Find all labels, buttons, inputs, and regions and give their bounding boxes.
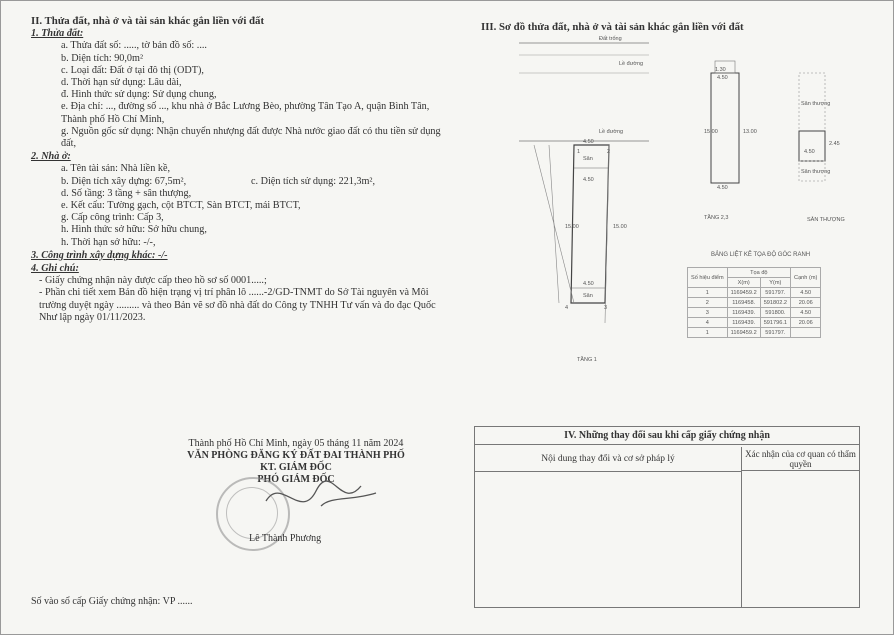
point-label: 3 (604, 305, 608, 311)
table-cell: 1169439. (727, 308, 760, 318)
land-line: g. Nguồn gốc sử dụng: Nhận chuyển nhượng đất được Nhà nước giao đất có thu tiền sử dụng đất, (61, 125, 441, 150)
table-cell: 4 (688, 318, 728, 328)
curb-label: Lề đường (619, 61, 644, 67)
table-cell: 1169459.2 (727, 288, 760, 298)
table-cell: 591800. (760, 308, 790, 318)
yard-label: Sân (583, 293, 593, 299)
table-cell: 20.06 (791, 298, 821, 308)
kt-director: KT. GIÁM ĐỐC (260, 462, 332, 473)
signer-name: Lê Thành Phương (249, 533, 322, 544)
lot-width: 4.50 (717, 185, 728, 191)
neighbor-line (549, 145, 559, 303)
note-line: - Giấy chứng nhận này được cấp theo hồ sơ số 0001.....; (39, 275, 267, 287)
point-label: 2 (607, 149, 611, 155)
table-header: X(m) (727, 278, 760, 288)
table-cell: 20.06 (791, 318, 821, 328)
house-line: e. Kết cấu: Tường gạch, cột BTCT, Sàn BTCT, mái BTCT, (61, 200, 301, 212)
floor23-outline (711, 73, 739, 183)
house-line: g. Cấp công trình: Cấp 3, (61, 212, 164, 224)
changes-box (474, 426, 860, 608)
table-cell: 1169459.2 (727, 328, 760, 338)
roof-label: SÂN THƯỢNG (807, 217, 845, 223)
land-title: 1. Thửa đất: (31, 28, 84, 40)
house-build-area: b. Diện tích xây dựng: 67,5m², (61, 175, 187, 187)
land-info-section (31, 15, 443, 324)
neighbor-line (605, 145, 609, 323)
lot-width: 4.50 (583, 177, 594, 183)
table-cell: 1169439. (727, 318, 760, 328)
dim-label: 2.45 (829, 141, 840, 147)
coords-table (687, 267, 821, 338)
table-row (688, 328, 821, 338)
lot-width: 4.50 (583, 139, 594, 145)
table-row (688, 298, 821, 308)
table-cell: 3 (688, 308, 728, 318)
notes-title: 4. Ghi chú: (31, 263, 79, 275)
table-header: Y(m) (760, 278, 790, 288)
deputy-director: PHÓ GIÁM ĐỐC (257, 474, 335, 485)
place-date: Thành phố Hồ Chí Minh, ngày 05 tháng 11 năm 2024 (188, 438, 404, 449)
other-works-title: 3. Công trình xây dựng khác: -/- (31, 249, 168, 261)
diagram-heading: III. Sơ đồ thửa đất, nhà ở và tài sản khác gắn liền với đất (481, 21, 744, 33)
roof-room-outline (799, 131, 825, 161)
changes-col-confirm: Xác nhận của cơ quan có thẩm quyền (742, 447, 859, 471)
house-line (31, 176, 443, 188)
house-title: 2. Nhà ở: (31, 151, 71, 163)
table-cell: 1 (688, 328, 728, 338)
signature-scribble-icon (261, 471, 381, 531)
table-header: Cạnh (m) (791, 268, 821, 288)
column-divider (741, 471, 742, 607)
table-row (688, 288, 821, 298)
lot-length: 15.00 (613, 224, 627, 230)
changes-col-content: Nội dung thay đổi và cơ sở pháp lý (475, 447, 742, 472)
table-cell: 591797. (760, 288, 790, 298)
table-cell (791, 328, 821, 338)
table-cell: 4.50 (791, 288, 821, 298)
house-line: h. Hình thức sở hữu: Sở hữu chung, (61, 224, 207, 236)
table-row (688, 318, 821, 328)
dim-label: 13.00 (743, 129, 757, 135)
lot-length: 15.00 (565, 224, 579, 230)
serial-number: Số vào sổ cấp Giấy chứng nhận: VP ...... (31, 596, 193, 607)
curb-label-2: Lề đường (599, 129, 624, 135)
table-cell: 1 (688, 288, 728, 298)
table-header: Số hiệu điểm (688, 268, 728, 288)
point-label: 1 (577, 149, 581, 155)
house-line: a. Tên tài sản: Nhà liền kề, (61, 163, 171, 175)
roof-yard-label: Sân thượng (801, 169, 831, 175)
coords-table-title: BẢNG LIỆT KÊ TỌA ĐỘ GÓC RANH (711, 252, 811, 258)
dim-label: 1.30 (715, 67, 726, 73)
land-line: e. Địa chỉ: ..., đường số ..., khu nhà ở Bắc Lương Bèo, phường Tân Tạo A, quận Bình Tân, Thành phố Hồ Chí Minh, (61, 101, 430, 125)
table-cell: 2 (688, 298, 728, 308)
house-line: h. Thời hạn sở hữu: -/-, (61, 236, 156, 248)
table-row (688, 308, 821, 318)
lot-width: 4.50 (717, 75, 728, 81)
point-label: 4 (565, 305, 569, 311)
lot-width: 4.50 (583, 281, 594, 287)
house-line: d. Số tầng: 3 tầng + sân thượng, (61, 187, 192, 199)
note-line: - Phần chi tiết xem Bản đồ hiện trạng vị trí phân lô ......-2/GD-TNMT do Sở Tài nguyên và Môi trường duyệt ngày ......... và theo Bản vẽ sơ đồ nhà đất do Công ty TNHH Tư vấn và đo đạc Quốc Như lập ngày 01/11/2023. (39, 287, 436, 323)
road-label: Đất trống (599, 36, 622, 42)
table-cell: 1169458. (727, 298, 760, 308)
table-cell: 4.50 (791, 308, 821, 318)
land-line: d. Thời hạn sử dụng: Lâu dài, (61, 77, 182, 89)
lot-length: 15.00 (704, 129, 718, 135)
yard-label: Sân (583, 156, 593, 162)
changes-title: IV. Những thay đổi sau khi cấp giấy chứng nhận (475, 427, 859, 445)
floor23-label: TẦNG 2,3 (704, 215, 729, 221)
section-heading: II. Thửa đất, nhà ở và tài sản khác gắn liền với đất (31, 15, 265, 27)
roof-yard-label: Sân thượng (801, 101, 831, 107)
lot-width: 4.50 (804, 149, 815, 155)
land-line: b. Diện tích: 90,0m² (61, 52, 143, 64)
office-name: VĂN PHÒNG ĐĂNG KÝ ĐẤT ĐAI THÀNH PHỐ (187, 450, 405, 461)
land-line: đ. Hình thức sử dụng: Sử dụng chung, (61, 89, 217, 101)
table-cell: 591797. (760, 328, 790, 338)
floor1-label: TẦNG 1 (577, 357, 597, 363)
house-use-area: c. Diện tích sử dụng: 221,3m², (251, 175, 376, 187)
land-line: c. Loại đất: Đất ở tại đô thị (ODT), (61, 64, 204, 76)
table-cell: 591802.2 (760, 298, 790, 308)
land-line: a. Thửa đất số: ....., tờ bản đồ số: .... (61, 40, 207, 52)
table-header: Tọa độ (727, 268, 790, 278)
table-cell: 591796.1 (760, 318, 790, 328)
